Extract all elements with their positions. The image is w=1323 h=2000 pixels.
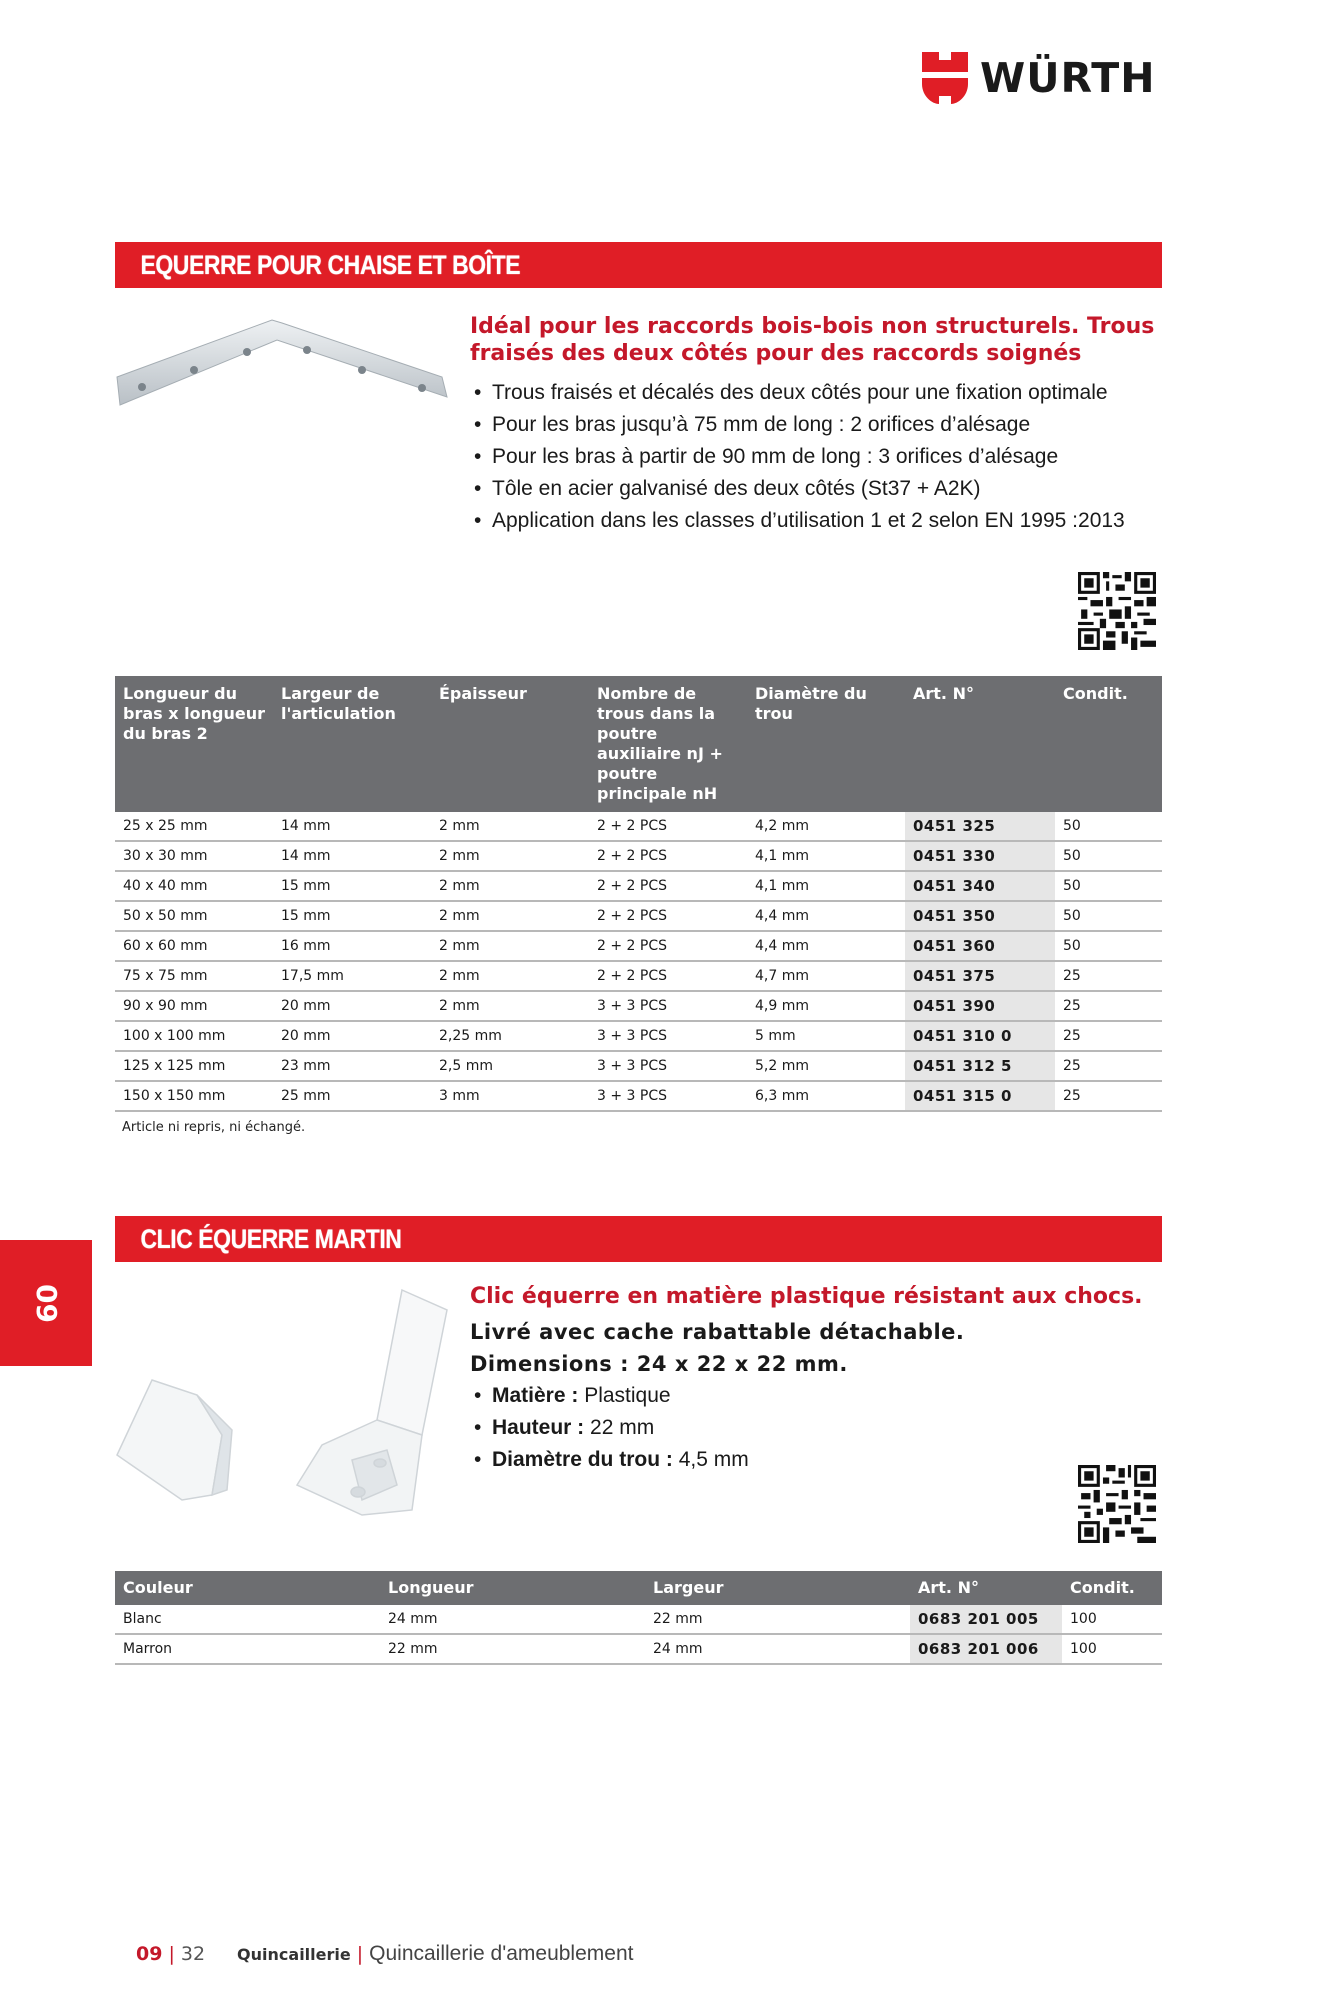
table-cell: 25 bbox=[1055, 991, 1162, 1021]
table-cell: 75 x 75 mm bbox=[115, 961, 273, 991]
table-cell: 90 x 90 mm bbox=[115, 991, 273, 1021]
footer-subcategory: Quincaillerie d'ameublement bbox=[369, 1942, 634, 1965]
table-cell: 2 + 2 PCS bbox=[589, 901, 747, 931]
table-cell: 3 mm bbox=[431, 1081, 589, 1111]
footer-separator: | bbox=[356, 1943, 364, 1965]
table-cell: 20 mm bbox=[273, 1021, 431, 1051]
spec-item bbox=[470, 1380, 1160, 1412]
table-cell: 4,1 mm bbox=[747, 841, 905, 871]
galvanized-corner-bracket-image bbox=[112, 315, 452, 415]
table-cell: 17,5 mm bbox=[273, 961, 431, 991]
page-number: 32 bbox=[180, 1943, 206, 1965]
plastic-clip-bracket-image bbox=[112, 1285, 452, 1525]
table-body bbox=[115, 1605, 1162, 1664]
table-cell: 2 mm bbox=[431, 812, 589, 841]
table-row bbox=[115, 871, 1162, 901]
column-header: Longueur du bras x longueur du bras 2 bbox=[115, 676, 273, 812]
column-header: Condit. bbox=[1055, 676, 1162, 812]
table-cell: 5 mm bbox=[747, 1021, 905, 1051]
product-dimensions: Dimensions : 24 x 22 x 22 mm. bbox=[470, 1352, 848, 1376]
chapter-number: 09 bbox=[136, 1943, 163, 1965]
chapter-tab[interactable] bbox=[0, 1240, 92, 1366]
brand-logo bbox=[922, 52, 1156, 104]
table-row bbox=[115, 841, 1162, 871]
feature-item: • Pour les bras à partir de 90 mm de long : 3 orifices d’alésage bbox=[470, 441, 1160, 473]
table-row bbox=[115, 1605, 1162, 1634]
table-cell: 2,5 mm bbox=[431, 1051, 589, 1081]
table-header-row bbox=[115, 1571, 1162, 1605]
table-cell: 2 mm bbox=[431, 961, 589, 991]
table-cell: 2 + 2 PCS bbox=[589, 961, 747, 991]
table-body bbox=[115, 812, 1162, 1111]
product-table-clic bbox=[115, 1571, 1162, 1665]
table-row bbox=[115, 1051, 1162, 1081]
spec-value: 4,5 mm bbox=[672, 1448, 749, 1471]
table-cell: 50 bbox=[1055, 901, 1162, 931]
section-title-bar bbox=[115, 1216, 1162, 1262]
table-cell: 24 mm bbox=[380, 1605, 645, 1634]
table-cell: 2 mm bbox=[431, 841, 589, 871]
table-cell: 2 mm bbox=[431, 931, 589, 961]
table-row bbox=[115, 931, 1162, 961]
table-cell: 6,3 mm bbox=[747, 1081, 905, 1111]
article-number[interactable]: 0451 340 bbox=[905, 871, 1055, 901]
table-cell: 24 mm bbox=[645, 1634, 910, 1664]
table-cell: 15 mm bbox=[273, 871, 431, 901]
table-cell: 125 x 125 mm bbox=[115, 1051, 273, 1081]
table-cell: 25 bbox=[1055, 961, 1162, 991]
table-cell: 50 bbox=[1055, 931, 1162, 961]
article-number[interactable]: 0451 330 bbox=[905, 841, 1055, 871]
qr-code-icon[interactable] bbox=[1078, 1465, 1156, 1543]
table-cell: 5,2 mm bbox=[747, 1051, 905, 1081]
spec-label: Matière : bbox=[492, 1384, 579, 1407]
table-cell: 2 mm bbox=[431, 901, 589, 931]
feature-item: • Pour les bras jusqu’à 75 mm de long : 2 orifices d’alésage bbox=[470, 409, 1160, 441]
table-cell: Marron bbox=[115, 1634, 380, 1664]
table-row bbox=[115, 991, 1162, 1021]
table-cell: 2 mm bbox=[431, 991, 589, 1021]
table-cell: 100 bbox=[1062, 1605, 1162, 1634]
page-footer bbox=[136, 1942, 633, 1966]
table-cell: 3 + 3 PCS bbox=[589, 1021, 747, 1051]
table-cell: 50 x 50 mm bbox=[115, 901, 273, 931]
spec-label: Hauteur : bbox=[492, 1416, 585, 1439]
table-cell: 25 x 25 mm bbox=[115, 812, 273, 841]
spec-list bbox=[470, 1380, 1160, 1476]
column-header: Diamètre du trou bbox=[747, 676, 905, 812]
feature-item: • Trous fraisés et décalés des deux côtés pour une fixation optimale bbox=[470, 377, 1160, 409]
table-cell: 100 bbox=[1062, 1634, 1162, 1664]
feature-item: • Tôle en acier galvanisé des deux côtés (St37 + A2K) bbox=[470, 473, 1160, 505]
table-cell: 22 mm bbox=[380, 1634, 645, 1664]
table-cell: 4,2 mm bbox=[747, 812, 905, 841]
footer-category: Quincaillerie bbox=[237, 1945, 351, 1964]
table-cell: 25 bbox=[1055, 1081, 1162, 1111]
table-cell: 4,4 mm bbox=[747, 901, 905, 931]
table-cell: 14 mm bbox=[273, 841, 431, 871]
footer-separator: | bbox=[168, 1943, 175, 1965]
table-row bbox=[115, 901, 1162, 931]
table-cell: 30 x 30 mm bbox=[115, 841, 273, 871]
product-headline: Idéal pour les raccords bois-bois non structurels. Trous fraisés des deux côtés pour des raccords soignés bbox=[470, 314, 1155, 366]
table-cell: 25 mm bbox=[273, 1081, 431, 1111]
column-header: Condit. bbox=[1062, 1571, 1162, 1605]
table-cell: 4,9 mm bbox=[747, 991, 905, 1021]
product-table-equerre bbox=[115, 676, 1162, 1112]
table-cell: 3 + 3 PCS bbox=[589, 991, 747, 1021]
table-row bbox=[115, 1021, 1162, 1051]
article-number[interactable]: 0451 375 bbox=[905, 961, 1055, 991]
table-cell: 4,1 mm bbox=[747, 871, 905, 901]
column-header: Couleur bbox=[115, 1571, 380, 1605]
article-number[interactable]: 0451 325 bbox=[905, 812, 1055, 841]
spec-value: 22 mm bbox=[584, 1416, 655, 1439]
article-number[interactable]: 0451 390 bbox=[905, 991, 1055, 1021]
article-number[interactable]: 0683 201 005 bbox=[910, 1605, 1062, 1634]
table-cell: 40 x 40 mm bbox=[115, 871, 273, 901]
column-header: Largeur bbox=[645, 1571, 910, 1605]
table-header-row bbox=[115, 676, 1162, 812]
article-number[interactable]: 0451 310 0 bbox=[905, 1021, 1055, 1051]
table-cell: 16 mm bbox=[273, 931, 431, 961]
article-number[interactable]: 0683 201 006 bbox=[910, 1634, 1062, 1664]
table-cell: 4,7 mm bbox=[747, 961, 905, 991]
article-number[interactable]: 0451 350 bbox=[905, 901, 1055, 931]
spec-value: Plastique bbox=[578, 1384, 671, 1407]
qr-code-icon[interactable] bbox=[1078, 572, 1156, 650]
wurth-logo-icon bbox=[922, 52, 968, 104]
table-cell: 3 + 3 PCS bbox=[589, 1081, 747, 1111]
column-header: Art. N° bbox=[905, 676, 1055, 812]
section-title: EQUERRE POUR CHAISE ET BOÎTE bbox=[140, 249, 521, 280]
spec-label: Diamètre du trou : bbox=[492, 1448, 673, 1471]
table-cell: Blanc bbox=[115, 1605, 380, 1634]
table-cell: 2,25 mm bbox=[431, 1021, 589, 1051]
section-title-bar bbox=[115, 242, 1162, 288]
column-header: Épaisseur bbox=[431, 676, 589, 812]
table-cell: 60 x 60 mm bbox=[115, 931, 273, 961]
table-row bbox=[115, 1081, 1162, 1111]
table-cell: 20 mm bbox=[273, 991, 431, 1021]
column-header: Longueur bbox=[380, 1571, 645, 1605]
spec-item bbox=[470, 1412, 1160, 1444]
table-cell: 100 x 100 mm bbox=[115, 1021, 273, 1051]
table-cell: 14 mm bbox=[273, 812, 431, 841]
table-cell: 2 mm bbox=[431, 871, 589, 901]
table-cell: 25 bbox=[1055, 1051, 1162, 1081]
brand-name: WÜRTH bbox=[980, 53, 1156, 102]
table-cell: 3 + 3 PCS bbox=[589, 1051, 747, 1081]
table-note: Article ni repris, ni échangé. bbox=[122, 1120, 306, 1135]
table-row bbox=[115, 1634, 1162, 1664]
table-cell: 2 + 2 PCS bbox=[589, 871, 747, 901]
table-cell: 15 mm bbox=[273, 901, 431, 931]
feature-list bbox=[470, 377, 1160, 537]
table-cell: 50 bbox=[1055, 841, 1162, 871]
table-cell: 50 bbox=[1055, 812, 1162, 841]
column-header: Nombre de trous dans la poutre auxiliaire nJ + poutre principale nH bbox=[589, 676, 747, 812]
table-cell: 2 + 2 PCS bbox=[589, 841, 747, 871]
table-row bbox=[115, 812, 1162, 841]
article-number[interactable]: 0451 315 0 bbox=[905, 1081, 1055, 1111]
table-cell: 50 bbox=[1055, 871, 1162, 901]
column-header: Art. N° bbox=[910, 1571, 1062, 1605]
table-cell: 2 + 2 PCS bbox=[589, 812, 747, 841]
article-number[interactable]: 0451 360 bbox=[905, 931, 1055, 961]
section-title: CLIC ÉQUERRE MARTIN bbox=[140, 1223, 402, 1254]
feature-item: • Application dans les classes d’utilisation 1 et 2 selon EN 1995 :2013 bbox=[470, 505, 1160, 537]
table-cell: 22 mm bbox=[645, 1605, 910, 1634]
article-number[interactable]: 0451 312 5 bbox=[905, 1051, 1055, 1081]
chapter-tab-label: 09 bbox=[29, 1283, 63, 1323]
table-cell: 23 mm bbox=[273, 1051, 431, 1081]
table-cell: 4,4 mm bbox=[747, 931, 905, 961]
table-cell: 25 bbox=[1055, 1021, 1162, 1051]
table-row bbox=[115, 961, 1162, 991]
column-header: Largeur de l'articulation bbox=[273, 676, 431, 812]
product-headline: Clic équerre en matière plastique résistant aux chocs. bbox=[470, 1284, 1143, 1309]
spec-item bbox=[470, 1444, 1160, 1476]
table-cell: 2 + 2 PCS bbox=[589, 931, 747, 961]
product-subline: Livré avec cache rabattable détachable. bbox=[470, 1320, 965, 1344]
table-cell: 150 x 150 mm bbox=[115, 1081, 273, 1111]
